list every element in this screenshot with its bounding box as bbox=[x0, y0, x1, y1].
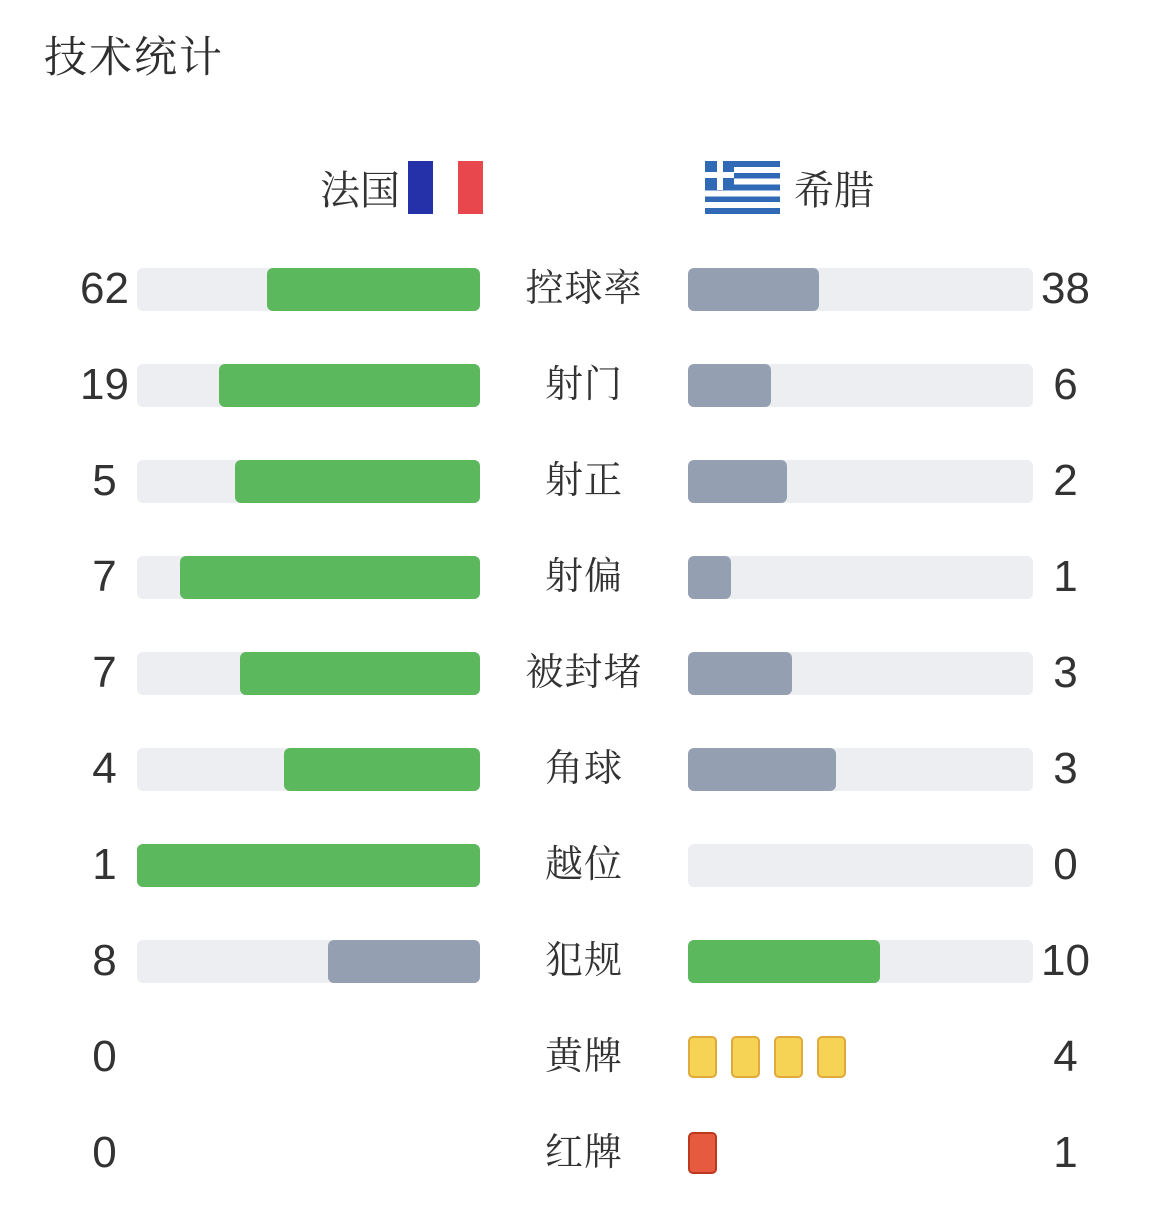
home-value: 1 bbox=[92, 840, 117, 889]
stat-row-黄牌 bbox=[72, 1032, 1098, 1081]
france-flag-icon bbox=[408, 161, 483, 214]
stat-row-越位 bbox=[72, 840, 1098, 889]
home-bar-cell bbox=[137, 1036, 480, 1079]
stat-row-射门 bbox=[72, 360, 1098, 409]
team-home-name: 法国 bbox=[320, 168, 400, 213]
stat-label: 射偏 bbox=[544, 556, 623, 598]
home-bar-track bbox=[137, 556, 480, 599]
home-bar-track bbox=[137, 748, 480, 791]
home-value: 0 bbox=[92, 1032, 117, 1081]
stat-row-射偏 bbox=[72, 552, 1098, 601]
yellow-card-icon bbox=[688, 1036, 717, 1078]
home-bar-cell bbox=[137, 1132, 480, 1175]
away-bar-cell bbox=[688, 1036, 1033, 1079]
stat-row-角球 bbox=[72, 744, 1098, 793]
team-away-name: 希腊 bbox=[794, 168, 874, 213]
home-value: 4 bbox=[92, 744, 117, 793]
stats-rows bbox=[72, 264, 1098, 1227]
stat-label: 犯规 bbox=[544, 940, 623, 982]
away-bar-fill bbox=[688, 268, 819, 311]
home-value: 19 bbox=[80, 360, 129, 409]
away-bar-fill bbox=[688, 748, 836, 791]
away-value: 38 bbox=[1041, 264, 1090, 313]
stat-label: 黄牌 bbox=[544, 1036, 623, 1078]
away-bar-track bbox=[688, 268, 1033, 311]
home-bar-fill bbox=[240, 652, 480, 695]
home-bar-fill bbox=[328, 940, 480, 983]
away-value: 3 bbox=[1053, 648, 1078, 697]
home-value: 62 bbox=[80, 264, 129, 313]
away-value: 4 bbox=[1053, 1032, 1078, 1081]
home-value: 7 bbox=[92, 648, 117, 697]
away-bar-cell bbox=[688, 652, 1033, 695]
home-bar-fill bbox=[267, 268, 480, 311]
greece-flag-icon bbox=[705, 161, 780, 214]
stat-label: 越位 bbox=[544, 844, 623, 886]
away-value: 3 bbox=[1053, 744, 1078, 793]
away-bar-track bbox=[688, 748, 1033, 791]
away-bar-fill bbox=[688, 652, 792, 695]
home-bar-fill bbox=[219, 364, 480, 407]
stat-label: 被封堵 bbox=[525, 652, 643, 694]
away-bar-fill bbox=[688, 556, 731, 599]
stat-label: 射门 bbox=[544, 364, 623, 406]
home-bar-fill bbox=[235, 460, 480, 503]
away-value: 10 bbox=[1041, 936, 1090, 985]
home-bar-cell bbox=[137, 556, 480, 599]
yellow-card-icon bbox=[731, 1036, 760, 1078]
away-cards bbox=[688, 1132, 1033, 1175]
stat-row-控球率 bbox=[72, 264, 1098, 313]
page-title: 技术统计 bbox=[44, 34, 224, 82]
away-bar-cell bbox=[688, 940, 1033, 983]
home-bar-fill bbox=[180, 556, 480, 599]
team-home bbox=[320, 160, 483, 214]
away-bar-cell bbox=[688, 460, 1033, 503]
away-value: 0 bbox=[1053, 840, 1078, 889]
home-bar-cell bbox=[137, 652, 480, 695]
stat-label: 角球 bbox=[544, 748, 623, 790]
away-bar-track bbox=[688, 556, 1033, 599]
home-bar-track bbox=[137, 844, 480, 887]
home-bar-cell bbox=[137, 364, 480, 407]
away-value: 2 bbox=[1053, 456, 1078, 505]
home-bar-cell bbox=[137, 940, 480, 983]
home-bar-fill bbox=[284, 748, 480, 791]
away-bar-fill bbox=[688, 364, 771, 407]
home-bar-track bbox=[137, 364, 480, 407]
yellow-card-icon bbox=[774, 1036, 803, 1078]
team-header bbox=[0, 160, 1170, 214]
yellow-card-icon bbox=[817, 1036, 846, 1078]
away-bar-cell bbox=[688, 268, 1033, 311]
away-cards bbox=[688, 1036, 1033, 1079]
away-bar-cell bbox=[688, 844, 1033, 887]
home-bar-track bbox=[137, 940, 480, 983]
stat-label: 红牌 bbox=[544, 1132, 623, 1174]
stat-row-被封堵 bbox=[72, 648, 1098, 697]
home-bar-cell bbox=[137, 748, 480, 791]
stat-row-犯规 bbox=[72, 936, 1098, 985]
away-value: 1 bbox=[1053, 552, 1078, 601]
away-bar-track bbox=[688, 364, 1033, 407]
home-bar-track bbox=[137, 652, 480, 695]
stat-label: 控球率 bbox=[525, 268, 643, 310]
away-value: 6 bbox=[1053, 360, 1078, 409]
away-bar-fill bbox=[688, 940, 880, 983]
away-value: 1 bbox=[1053, 1128, 1078, 1177]
away-bar-track bbox=[688, 844, 1033, 887]
away-bar-track bbox=[688, 940, 1033, 983]
away-bar-cell bbox=[688, 1132, 1033, 1175]
home-value: 0 bbox=[92, 1128, 117, 1177]
stat-row-红牌 bbox=[72, 1128, 1098, 1177]
stat-label: 射正 bbox=[544, 460, 623, 502]
home-value: 8 bbox=[92, 936, 117, 985]
stat-row-射正 bbox=[72, 456, 1098, 505]
home-value: 5 bbox=[92, 456, 117, 505]
team-away bbox=[705, 160, 874, 214]
away-bar-track bbox=[688, 652, 1033, 695]
red-card-icon bbox=[688, 1132, 717, 1174]
home-bar-fill bbox=[137, 844, 480, 887]
away-bar-fill bbox=[688, 460, 787, 503]
home-bar-cell bbox=[137, 844, 480, 887]
away-bar-cell bbox=[688, 556, 1033, 599]
away-bar-cell bbox=[688, 748, 1033, 791]
away-bar-track bbox=[688, 460, 1033, 503]
home-bar-cell bbox=[137, 268, 480, 311]
home-bar-cell bbox=[137, 460, 480, 503]
home-value: 7 bbox=[92, 552, 117, 601]
home-bar-track bbox=[137, 268, 480, 311]
home-bar-track bbox=[137, 460, 480, 503]
away-bar-cell bbox=[688, 364, 1033, 407]
